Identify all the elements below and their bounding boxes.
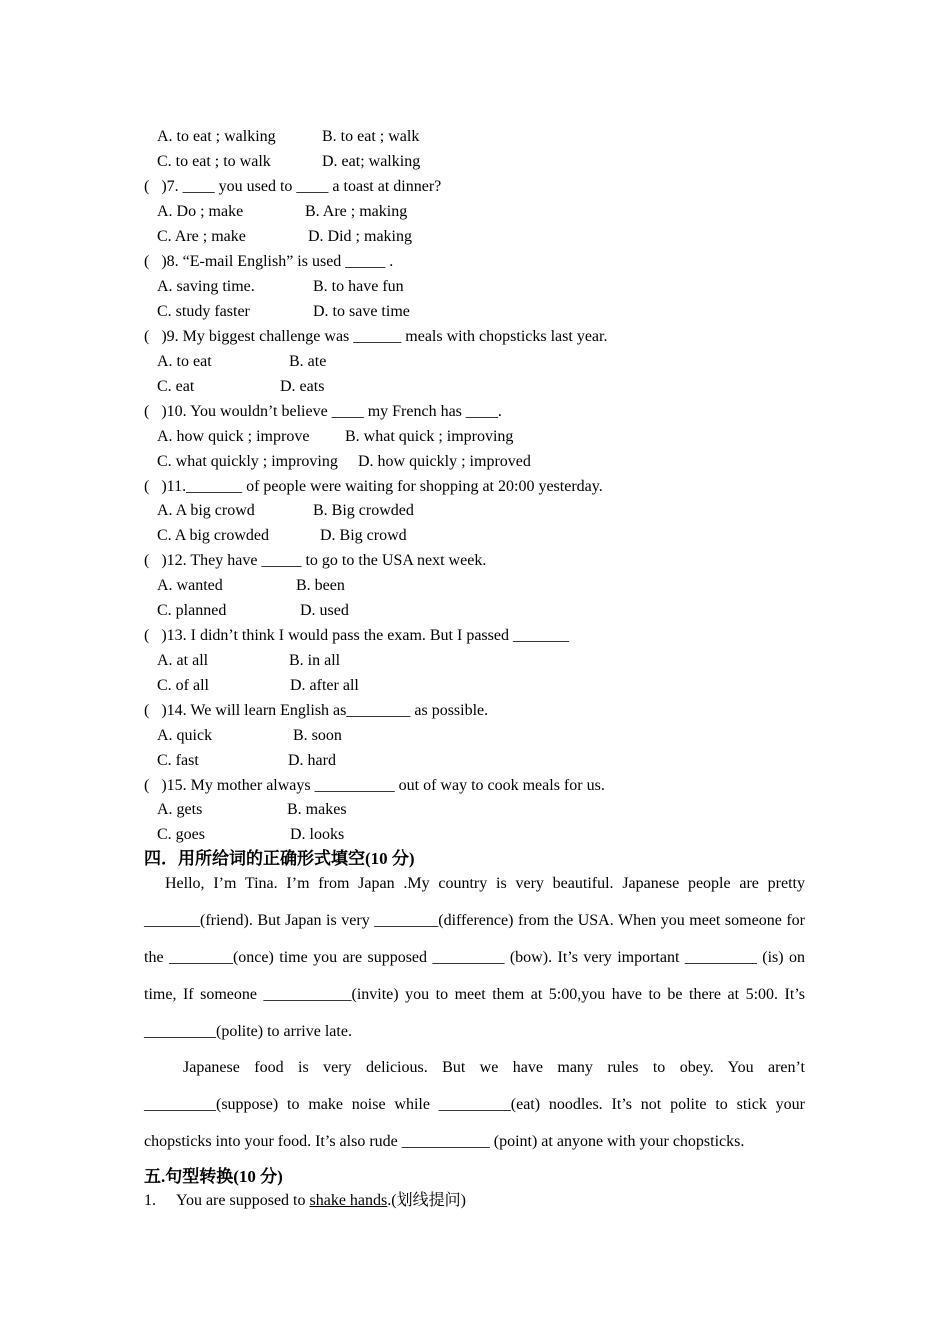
q6-option-a: A. to eat ; walking [157,128,276,145]
q10-option-b: B. what quick ; improving [345,428,514,445]
section-4-heading: 四．用所给词的正确形式填空(10 分) [144,849,415,868]
q7-option-d: D. Did ; making [308,228,412,245]
question-13-stem: ( )13. I didn’t think I would pass the exam. But I passed _______ [144,627,569,644]
q13-option-a: A. at all [157,652,209,669]
q7-option-a: A. Do ; make [157,203,244,220]
question-12-stem: ( )12. They have _____ to go to the USA next week. [144,552,487,569]
underlined-phrase: shake hands [309,1192,388,1209]
q12-option-b: B. been [296,577,345,594]
q6-option-b: B. to eat ; walk [322,128,420,145]
q15-option-d: D. looks [290,826,345,843]
q13-option-b: B. in all [289,652,341,669]
q11-option-b: B. Big crowded [313,502,414,519]
question-14-stem: ( )14. We will learn English as________ as possible. [144,702,489,719]
question-8-stem: ( )8. “E-mail English” is used _____ . [144,253,394,270]
q15-option-b: B. makes [287,801,347,818]
q14-option-c: C. fast [157,752,199,769]
q6-option-d: D. eat; walking [322,153,421,170]
item-number: 1. [144,1192,156,1209]
q7-option-b: B. Are ; making [305,203,408,220]
q8-option-b: B. to have fun [313,278,404,295]
q10-option-a: A. how quick ; improve [157,428,310,445]
q13-option-c: C. of all [157,677,209,694]
q9-option-d: D. eats [280,378,325,395]
item-instruction: .(划线提问) [387,1192,466,1209]
q8-option-d: D. to save time [313,303,410,320]
q14-option-a: A. quick [157,727,213,744]
section-4-paragraph-2: Japanese food is very delicious. But we have many rules to obey. You aren’t _________(suppose) to make noise while _________(eat) noodles. It’s not polite to stick your chopsticks into your food. It’s also rude ___________ (point) at anyone with your chopsticks. [144,1059,805,1150]
question-7-stem: ( )7. ____ you used to ____ a toast at dinner? [144,178,442,195]
q9-option-c: C. eat [157,378,195,395]
q8-option-a: A. saving time. [157,278,255,295]
q13-option-d: D. after all [290,677,359,694]
q12-option-c: C. planned [157,602,227,619]
q9-option-b: B. ate [289,353,327,370]
item-text: You are supposed to [176,1192,310,1209]
question-10-stem: ( )10. You wouldn’t believe ____ my French has ____. [144,403,502,420]
q14-option-b: B. soon [293,727,342,744]
q14-option-d: D. hard [288,752,336,769]
q10-option-d: D. how quickly ; improved [358,453,531,470]
q11-option-c: C. A big crowded [157,527,269,544]
q8-option-c: C. study faster [157,303,250,320]
q7-option-c: C. Are ; make [157,228,246,245]
section-4-paragraph-1: Hello, I’m Tina. I’m from Japan .My country is very beautiful. Japanese people are pretty _______(friend). But Japan is very ________(difference) from the USA. When you meet someone for the ________(once) time you are supposed _________ (bow). It’s very important _________ (is) on time, If someone ___________(invite) you to meet them at 5:00,you have to be there at 5:00. It’s _________(polite) to arrive late. [144,875,805,1040]
q11-option-a: A. A big crowd [157,502,255,519]
q15-option-c: C. goes [157,826,205,843]
q6-option-c: C. to eat ; to walk [157,153,271,170]
q10-option-c: C. what quickly ; improving [157,453,338,470]
q12-option-a: A. wanted [157,577,223,594]
q11-option-d: D. Big crowd [320,527,407,544]
question-15-stem: ( )15. My mother always __________ out of way to cook meals for us. [144,777,605,794]
q12-option-d: D. used [300,602,349,619]
section-5-item-1 [144,1191,466,1211]
q15-option-a: A. gets [157,801,203,818]
question-9-stem: ( )9. My biggest challenge was ______ meals with chopsticks last year. [144,328,608,345]
section-5-heading: 五.句型转换(10 分) [144,1167,283,1186]
question-11-stem: ( )11._______ of people were waiting for shopping at 20:00 yesterday. [144,478,603,495]
q9-option-a: A. to eat [157,353,212,370]
